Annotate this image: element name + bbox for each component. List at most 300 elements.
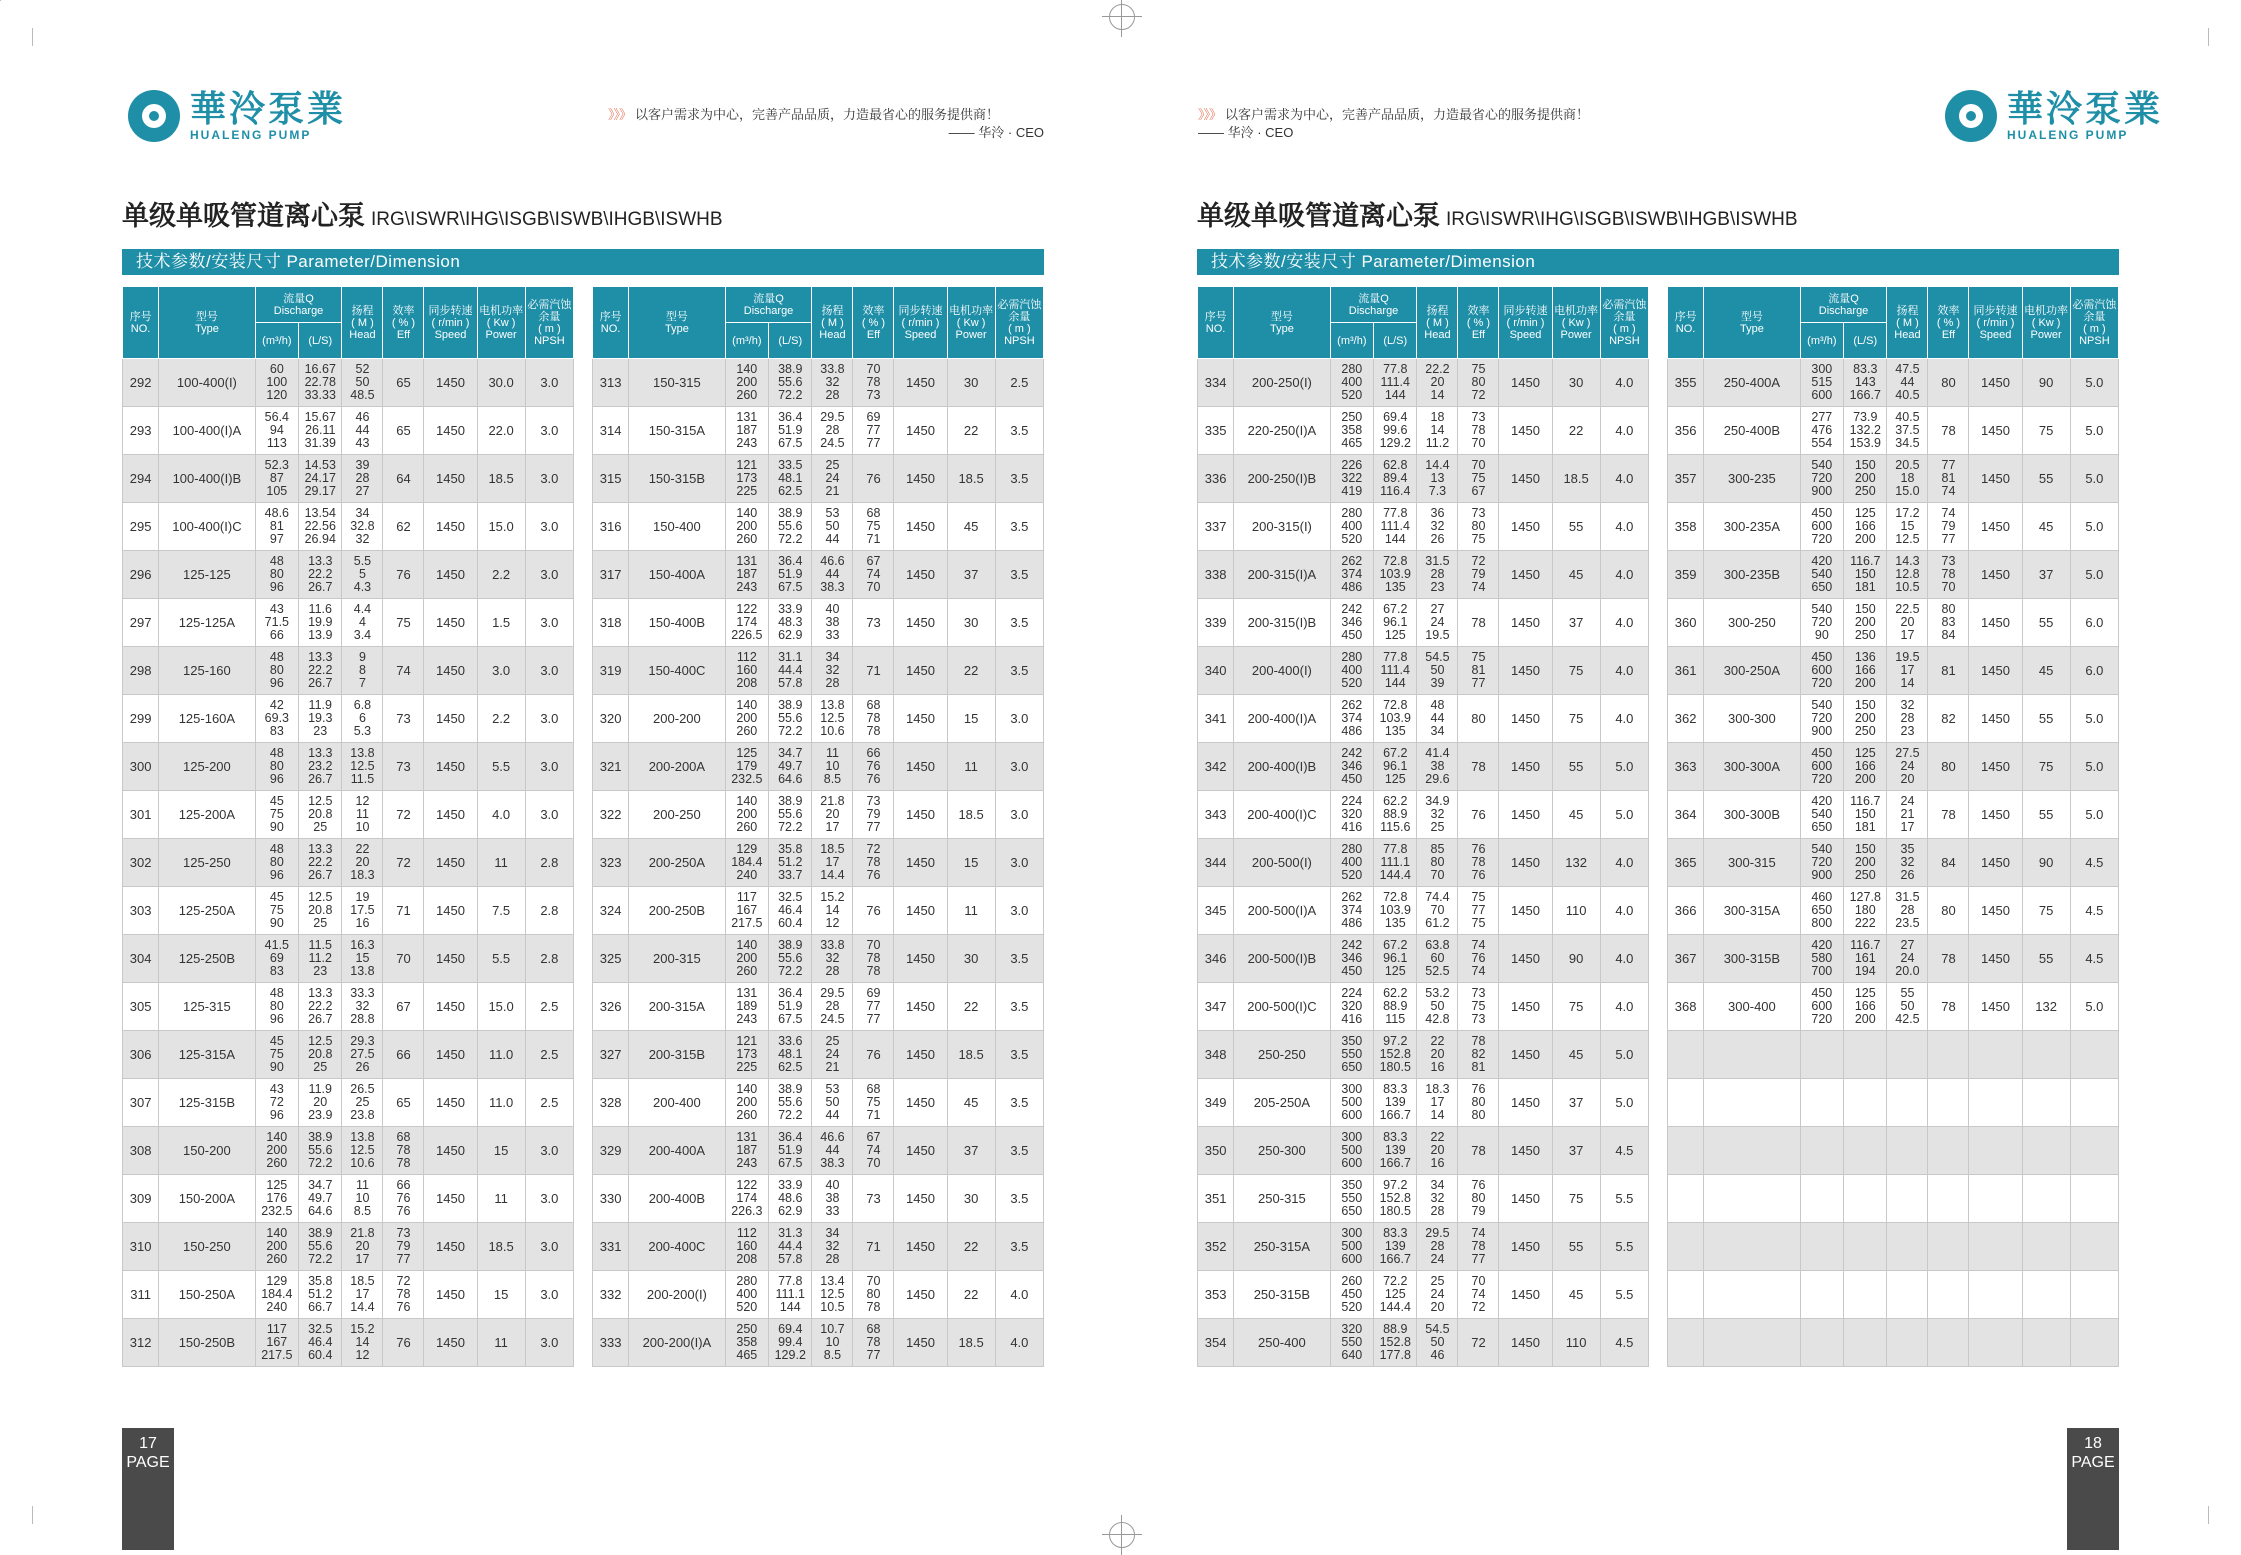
cell-flow-m3h: 450 600 720 <box>1800 503 1843 551</box>
cell-no <box>1668 1031 1704 1079</box>
cell-npsh: 5.0 <box>1600 791 1648 839</box>
cell-flow-m3h: 540 720 90 <box>1800 599 1843 647</box>
cell-flow-m3h: 140 200 260 <box>255 1127 298 1175</box>
cell-speed: 1450 <box>424 551 477 599</box>
cell-type: 150-400A <box>629 551 725 599</box>
cell-npsh: 4.0 <box>1600 599 1648 647</box>
cell-power: 55 <box>2022 935 2070 983</box>
cell-npsh: 4.5 <box>2070 887 2118 935</box>
cell-flow-ls: 38.9 55.6 72.2 <box>769 791 812 839</box>
cell-no: 327 <box>593 1031 629 1079</box>
cell-eff <box>1928 1175 1969 1223</box>
cell-npsh: 3.0 <box>525 1271 573 1319</box>
cell-npsh: 3.0 <box>525 647 573 695</box>
cell-head: 21.8 20 17 <box>812 791 853 839</box>
cell-no: 352 <box>1198 1223 1234 1271</box>
cell-no: 297 <box>123 599 159 647</box>
cell-flow-m3h: 280 400 520 <box>1330 647 1373 695</box>
header-type-en: Type <box>1269 322 1294 335</box>
cell-flow-ls: 83.3 139 166.7 <box>1374 1127 1417 1175</box>
cell-power: 30 <box>947 359 995 407</box>
cell-flow-ls: 72.8 103.9 135 <box>1374 887 1417 935</box>
table-header-row <box>1198 287 1649 323</box>
cell-flow-ls: 38.9 55.6 72.2 <box>769 1079 812 1127</box>
header-speed <box>1499 287 1552 359</box>
cell-flow-m3h: 242 346 450 <box>1330 599 1373 647</box>
cell-head <box>1887 1271 1928 1319</box>
cell-power <box>2022 1175 2070 1223</box>
cell-type: 220-250(I)A <box>1234 407 1330 455</box>
cell-speed: 1450 <box>424 839 477 887</box>
cell-npsh: 3.0 <box>525 695 573 743</box>
cell-power: 45 <box>947 1079 995 1127</box>
cell-speed: 1450 <box>1499 1271 1552 1319</box>
cell-eff: 72 <box>1458 1319 1499 1367</box>
slogan-signature: —— 华泠 · CEO <box>1198 125 1294 140</box>
header-flow-cn: 流量Q <box>753 292 784 305</box>
header-speed-en: Speed <box>1509 328 1542 341</box>
slogan <box>1198 106 1634 142</box>
cell-flow-m3h: 125 179 232.5 <box>725 743 768 791</box>
cell-flow-m3h: 300 515 600 <box>1800 359 1843 407</box>
cell-type: 125-200A <box>159 791 255 839</box>
chevron-arrows-icon: 》》》 <box>1198 107 1222 122</box>
cell-eff: 76 <box>383 1319 424 1367</box>
cell-no: 329 <box>593 1127 629 1175</box>
header-type-cn: 型号 <box>195 310 218 323</box>
table-row <box>1668 1031 2119 1079</box>
cell-flow-m3h: 226 322 419 <box>1330 455 1373 503</box>
cell-flow-m3h: 131 187 243 <box>725 407 768 455</box>
header-eff-en: Eff <box>396 328 411 341</box>
cell-flow-ls: 38.9 55.6 72.2 <box>769 935 812 983</box>
cell-flow-ls: 150 200 250 <box>1844 839 1887 887</box>
table-row <box>1668 503 2119 551</box>
header-eff <box>853 287 894 359</box>
cell-type: 300-300 <box>1704 695 1800 743</box>
cell-flow-ls <box>1844 1175 1887 1223</box>
cell-npsh: 3.0 <box>525 1223 573 1271</box>
cell-power: 37 <box>1552 599 1600 647</box>
header-eff-cn: 效率 <box>1467 304 1490 317</box>
cell-type: 200-500(I)A <box>1234 887 1330 935</box>
cell-speed: 1450 <box>1969 791 2022 839</box>
cell-eff: 67 <box>383 983 424 1031</box>
table-row <box>593 1175 1044 1223</box>
cell-eff: 70 75 67 <box>1458 455 1499 503</box>
table-row <box>1198 455 1649 503</box>
cell-flow-m3h: 242 346 450 <box>1330 935 1373 983</box>
page-number: 18 <box>2084 1435 2102 1452</box>
cell-power <box>2022 1079 2070 1127</box>
cell-head <box>1887 1175 1928 1223</box>
cell-flow-m3h: 450 600 720 <box>1800 743 1843 791</box>
cell-speed: 1450 <box>894 455 947 503</box>
cell-eff: 81 <box>1928 647 1969 695</box>
cell-eff <box>1928 1127 1969 1175</box>
cell-power: 110 <box>1552 887 1600 935</box>
header-flow-ls-cell <box>299 323 342 359</box>
cell-flow-ls: 116.7 150 181 <box>1844 791 1887 839</box>
cell-head: 34 32.8 32 <box>342 503 383 551</box>
cell-no: 309 <box>123 1175 159 1223</box>
cell-no: 359 <box>1668 551 1704 599</box>
table-row <box>123 1319 574 1367</box>
table-row <box>593 599 1044 647</box>
cell-type: 300-235A <box>1704 503 1800 551</box>
cell-head: 29.5 28 24 <box>1417 1223 1458 1271</box>
cell-power: 3.0 <box>477 647 525 695</box>
cell-flow-m3h: 350 550 650 <box>1330 1175 1373 1223</box>
cell-flow-m3h: 280 400 520 <box>1330 359 1373 407</box>
cell-flow-ls: 83.3 139 166.7 <box>1374 1079 1417 1127</box>
cell-speed: 1450 <box>424 1223 477 1271</box>
table-row <box>1668 1271 2119 1319</box>
header-eff-cn: 效率 <box>1937 304 1960 317</box>
cell-type: 200-200(I) <box>629 1271 725 1319</box>
cell-head: 27 24 19.5 <box>1417 599 1458 647</box>
cell-type: 100-400(I)C <box>159 503 255 551</box>
cell-speed: 1450 <box>424 647 477 695</box>
cell-flow-ls <box>1844 1079 1887 1127</box>
cell-flow-m3h: 56.4 94 113 <box>255 407 298 455</box>
cell-npsh: 4.0 <box>1600 983 1648 1031</box>
header-eff-cn: 效率 <box>862 304 885 317</box>
cell-flow-ls: 13.3 22.2 26.7 <box>299 647 342 695</box>
cell-type: 200-400(I)B <box>1234 743 1330 791</box>
cell-eff: 73 75 73 <box>1458 983 1499 1031</box>
cell-head: 40.5 37.5 34.5 <box>1887 407 1928 455</box>
cell-head: 5.5 5 4.3 <box>342 551 383 599</box>
cell-power: 45 <box>1552 1031 1600 1079</box>
cell-flow-m3h: 43 72 96 <box>255 1079 298 1127</box>
cell-head: 17.2 15 12.5 <box>1887 503 1928 551</box>
cell-head: 18.5 17 14.4 <box>812 839 853 887</box>
cell-eff: 65 <box>383 359 424 407</box>
cell-speed: 1450 <box>1499 839 1552 887</box>
cell-speed: 1450 <box>1499 983 1552 1031</box>
cell-type: 300-250 <box>1704 599 1800 647</box>
cell-flow-ls: 34.7 49.7 64.6 <box>299 1175 342 1223</box>
cell-head: 53.2 50 42.8 <box>1417 983 1458 1031</box>
cell-head: 25 24 21 <box>812 455 853 503</box>
cell-flow-ls: 67.2 96.1 125 <box>1374 935 1417 983</box>
cell-head: 9 8 7 <box>342 647 383 695</box>
cell-no: 299 <box>123 695 159 743</box>
cell-npsh: 5.0 <box>2070 983 2118 1031</box>
cell-head: 13.8 12.5 10.6 <box>342 1127 383 1175</box>
cell-flow-ls: 12.5 20.8 25 <box>299 887 342 935</box>
table-header-row <box>123 287 574 323</box>
cell-npsh: 3.5 <box>995 983 1043 1031</box>
cell-speed: 1450 <box>1969 359 2022 407</box>
cell-type: 125-160A <box>159 695 255 743</box>
cell-type: 250-400 <box>1234 1319 1330 1367</box>
cell-head: 34.9 32 25 <box>1417 791 1458 839</box>
cell-eff: 78 <box>1928 791 1969 839</box>
cell-npsh: 3.0 <box>525 791 573 839</box>
cell-no: 293 <box>123 407 159 455</box>
table-row <box>1198 1079 1649 1127</box>
cell-type: 200-250(I) <box>1234 359 1330 407</box>
table-row <box>123 455 574 503</box>
header-eff-en: Eff <box>1471 328 1486 341</box>
cell-speed <box>1969 1223 2022 1271</box>
cell-power: 15 <box>947 839 995 887</box>
cell-npsh: 3.5 <box>995 1031 1043 1079</box>
cell-speed: 1450 <box>894 407 947 455</box>
cell-flow-m3h <box>1800 1271 1843 1319</box>
cell-npsh: 4.0 <box>1600 455 1648 503</box>
cell-speed: 1450 <box>894 1271 947 1319</box>
cell-eff: 70 78 78 <box>853 935 894 983</box>
cell-type: 200-250A <box>629 839 725 887</box>
cell-power: 55 <box>1552 503 1600 551</box>
cell-flow-ls: 36.4 51.9 67.5 <box>769 1127 812 1175</box>
cell-type: 200-400(I)A <box>1234 695 1330 743</box>
cell-npsh <box>2070 1271 2118 1319</box>
table-row <box>123 695 574 743</box>
cell-flow-ls: 35.8 51.2 66.7 <box>299 1271 342 1319</box>
table-row <box>593 1127 1044 1175</box>
cell-flow-m3h: 45 75 90 <box>255 791 298 839</box>
table-row <box>1198 1175 1649 1223</box>
cell-speed: 1450 <box>894 743 947 791</box>
cell-eff: 76 80 79 <box>1458 1175 1499 1223</box>
cell-power: 30 <box>1552 359 1600 407</box>
cell-flow-m3h: 300 500 600 <box>1330 1079 1373 1127</box>
cell-flow-ls <box>1844 1319 1887 1367</box>
cell-flow-ls: 77.8 111.1 144 <box>769 1271 812 1319</box>
cell-flow-m3h: 280 400 520 <box>1330 503 1373 551</box>
table-row <box>1668 743 2119 791</box>
cell-power: 15 <box>477 1271 525 1319</box>
cell-eff: 70 <box>383 935 424 983</box>
cell-npsh: 4.0 <box>1600 935 1648 983</box>
header-npsh <box>2070 287 2118 359</box>
cell-speed: 1450 <box>1969 647 2022 695</box>
cell-type: 205-250A <box>1234 1079 1330 1127</box>
cell-no: 368 <box>1668 983 1704 1031</box>
cell-power: 11 <box>477 1319 525 1367</box>
cell-type <box>1704 1319 1800 1367</box>
cell-head: 31.5 28 23 <box>1417 551 1458 599</box>
cell-power: 18.5 <box>477 455 525 503</box>
cell-speed: 1450 <box>424 599 477 647</box>
header-power-en: Power <box>2030 328 2062 341</box>
cell-flow-ls: 150 200 250 <box>1844 455 1887 503</box>
cell-flow-ls: 13.3 22.2 26.7 <box>299 551 342 599</box>
cell-type: 150-315 <box>629 359 725 407</box>
cell-type: 150-400 <box>629 503 725 551</box>
header-speed-cn: 同步转速 <box>1503 304 1548 317</box>
cell-npsh: 4.0 <box>1600 359 1648 407</box>
cell-flow-ls: 38.9 55.6 72.2 <box>299 1223 342 1271</box>
table-row <box>123 983 574 1031</box>
cell-head: 46.6 44 38.3 <box>812 551 853 599</box>
cell-npsh: 3.0 <box>525 407 573 455</box>
cell-eff: 76 78 76 <box>1458 839 1499 887</box>
cell-type: 300-300B <box>1704 791 1800 839</box>
cell-type: 200-500(I) <box>1234 839 1330 887</box>
table-row <box>123 1031 574 1079</box>
cell-flow-ls: 77.8 111.4 144 <box>1374 647 1417 695</box>
cell-npsh: 6.0 <box>2070 599 2118 647</box>
cell-eff: 70 74 72 <box>1458 1271 1499 1319</box>
cell-eff: 73 <box>853 599 894 647</box>
header-power-unit: ( Kw ) <box>956 316 986 329</box>
cell-npsh: 5.0 <box>1600 743 1648 791</box>
cell-eff <box>1928 1031 1969 1079</box>
cell-type: 300-315 <box>1704 839 1800 887</box>
cell-no: 367 <box>1668 935 1704 983</box>
cell-type: 200-250 <box>629 791 725 839</box>
cell-eff: 73 80 75 <box>1458 503 1499 551</box>
cell-npsh: 5.0 <box>2070 455 2118 503</box>
cell-eff: 80 <box>1458 695 1499 743</box>
cell-type: 150-250 <box>159 1223 255 1271</box>
cell-head <box>1887 1127 1928 1175</box>
cell-npsh: 3.0 <box>525 1127 573 1175</box>
header-npsh-cn: 必需汽蚀余量 <box>2072 298 2117 323</box>
header-flow-ls: (L/S) <box>1383 334 1408 347</box>
cell-type: 150-200A <box>159 1175 255 1223</box>
header-type-en: Type <box>1739 322 1764 335</box>
cell-flow-ls: 116.7 161 194 <box>1844 935 1887 983</box>
cell-speed: 1450 <box>1499 359 1552 407</box>
cell-flow-ls: 33.6 48.1 62.5 <box>769 1031 812 1079</box>
cell-eff: 78 <box>1928 935 1969 983</box>
cell-speed: 1450 <box>894 359 947 407</box>
cell-npsh: 3.0 <box>995 743 1043 791</box>
cell-npsh: 3.0 <box>995 695 1043 743</box>
cell-flow-ls: 73.9 132.2 153.9 <box>1844 407 1887 455</box>
cell-type: 200-200(I)A <box>629 1319 725 1367</box>
cell-no: 300 <box>123 743 159 791</box>
cell-npsh: 4.0 <box>995 1271 1043 1319</box>
header-no <box>123 287 159 359</box>
cell-eff <box>1928 1223 1969 1271</box>
cell-power: 75 <box>1552 1175 1600 1223</box>
cell-eff: 72 78 76 <box>383 1271 424 1319</box>
cell-npsh: 4.0 <box>1600 839 1648 887</box>
cell-speed: 1450 <box>894 1079 947 1127</box>
cell-power <box>2022 1223 2070 1271</box>
cell-head: 48 44 34 <box>1417 695 1458 743</box>
header-head-unit: ( M ) <box>351 316 374 329</box>
cell-no: 337 <box>1198 503 1234 551</box>
cell-head: 29.3 27.5 26 <box>342 1031 383 1079</box>
cell-flow-ls: 125 166 200 <box>1844 743 1887 791</box>
cell-flow-m3h: 540 720 900 <box>1800 455 1843 503</box>
table-row <box>1198 695 1649 743</box>
cell-power: 22 <box>947 647 995 695</box>
header-npsh-unit: ( m ) <box>1613 322 1636 335</box>
cell-eff: 76 <box>383 551 424 599</box>
cell-head: 22 20 16 <box>1417 1127 1458 1175</box>
cell-speed: 1450 <box>1499 743 1552 791</box>
cell-speed: 1450 <box>894 983 947 1031</box>
spec-table-2 <box>592 286 1044 1367</box>
cell-flow-m3h: 277 476 554 <box>1800 407 1843 455</box>
table-row <box>123 503 574 551</box>
cell-head: 53 50 44 <box>812 503 853 551</box>
cell-npsh: 3.0 <box>525 1319 573 1367</box>
cell-type: 200-315B <box>629 1031 725 1079</box>
cell-eff: 74 79 77 <box>1928 503 1969 551</box>
cell-flow-ls: 15.67 26.11 31.39 <box>299 407 342 455</box>
table-row <box>593 1079 1044 1127</box>
cell-type: 200-400(I)C <box>1234 791 1330 839</box>
cell-flow-ls: 33.9 48.3 62.9 <box>769 599 812 647</box>
cell-eff: 80 <box>1928 743 1969 791</box>
cell-no: 311 <box>123 1271 159 1319</box>
cell-no: 313 <box>593 359 629 407</box>
header-eff-unit: ( % ) <box>861 316 886 329</box>
cell-head: 18.5 17 14.4 <box>342 1271 383 1319</box>
cell-type: 250-315A <box>1234 1223 1330 1271</box>
cell-no <box>1668 1079 1704 1127</box>
cell-flow-m3h: 52.3 87 105 <box>255 455 298 503</box>
cell-speed: 1450 <box>424 1031 477 1079</box>
cell-type: 250-315 <box>1234 1175 1330 1223</box>
cell-head <box>1887 1031 1928 1079</box>
cell-npsh: 4.5 <box>1600 1319 1648 1367</box>
cell-head: 16.3 15 13.8 <box>342 935 383 983</box>
table-row <box>123 1271 574 1319</box>
cell-power: 18.5 <box>1552 455 1600 503</box>
header-eff <box>1928 287 1969 359</box>
cell-flow-m3h: 350 550 650 <box>1330 1031 1373 1079</box>
spec-table-4 <box>1667 286 2119 1367</box>
cell-flow-ls: 77.8 111.4 144 <box>1374 359 1417 407</box>
cell-flow-ls: 36.4 51.9 67.5 <box>769 407 812 455</box>
cell-eff: 68 78 78 <box>853 695 894 743</box>
cell-flow-ls: 36.4 51.9 67.5 <box>769 983 812 1031</box>
cell-flow-m3h <box>1800 1175 1843 1223</box>
cell-no: 357 <box>1668 455 1704 503</box>
cell-power: 15 <box>947 695 995 743</box>
header-eff-en: Eff <box>866 328 881 341</box>
cell-flow-ls: 34.7 49.7 64.6 <box>769 743 812 791</box>
title-en: IRG\ISWR\IHG\ISGB\ISWB\IHGB\ISWHB <box>1446 209 1798 230</box>
cell-eff: 76 <box>853 1031 894 1079</box>
cell-npsh: 3.0 <box>525 1175 573 1223</box>
header-no <box>1668 287 1704 359</box>
header-flow-ls: (L/S) <box>1853 334 1878 347</box>
cell-power: 75 <box>1552 647 1600 695</box>
cell-npsh: 3.5 <box>995 1223 1043 1271</box>
cell-npsh: 4.0 <box>1600 887 1648 935</box>
cell-flow-m3h: 280 400 520 <box>725 1271 768 1319</box>
header-flow-m3h: (m³/h) <box>1807 334 1837 347</box>
cell-flow-ls: 12.5 20.8 25 <box>299 1031 342 1079</box>
cell-npsh: 3.5 <box>995 407 1043 455</box>
table-row <box>593 839 1044 887</box>
cell-speed: 1450 <box>1969 455 2022 503</box>
cell-no: 360 <box>1668 599 1704 647</box>
header-eff-en: Eff <box>1941 328 1956 341</box>
cell-npsh <box>2070 1127 2118 1175</box>
cell-no: 312 <box>123 1319 159 1367</box>
cell-npsh: 4.0 <box>995 1319 1043 1367</box>
cell-flow-ls: 88.9 152.8 177.8 <box>1374 1319 1417 1367</box>
cell-no <box>1668 1271 1704 1319</box>
cell-no: 325 <box>593 935 629 983</box>
cell-npsh: 2.5 <box>525 1031 573 1079</box>
cell-eff: 73 <box>383 743 424 791</box>
cell-power: 75 <box>1552 983 1600 1031</box>
